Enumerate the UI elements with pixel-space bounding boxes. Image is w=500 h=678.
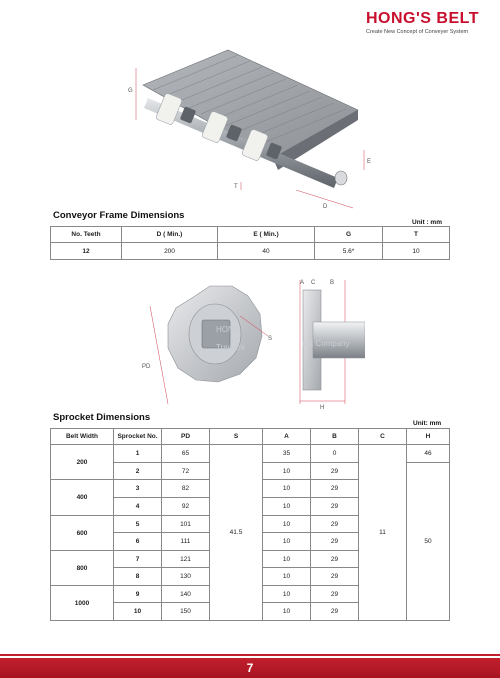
cell-pd: 111 bbox=[162, 533, 210, 551]
cell-belt-width: 400 bbox=[51, 480, 114, 516]
cell-belt-width: 1000 bbox=[51, 586, 114, 621]
dim-label-s: S bbox=[268, 336, 273, 342]
sprocket-dimensions-table bbox=[50, 428, 450, 621]
table-header-row bbox=[51, 227, 450, 243]
header-pd: PD bbox=[162, 429, 210, 445]
cell-sprocket-no: 1 bbox=[114, 445, 162, 463]
footer-divider bbox=[0, 654, 500, 656]
page-number: 7 bbox=[246, 661, 254, 675]
header-t: T bbox=[383, 227, 450, 243]
header-e-min: E ( Min.) bbox=[218, 227, 315, 243]
header-d-min: D ( Min.) bbox=[122, 227, 218, 243]
cell-pd: 140 bbox=[162, 586, 210, 603]
cell-b: 29 bbox=[311, 516, 359, 533]
dim-label-g: G bbox=[128, 88, 133, 94]
brand-logo bbox=[366, 10, 484, 40]
header-c: C bbox=[359, 429, 407, 445]
cell-a: 35 bbox=[263, 445, 311, 463]
cell-a: 10 bbox=[263, 568, 311, 586]
sprocket-unit-label: Unit: mm bbox=[413, 420, 442, 427]
dim-label-d: D bbox=[323, 204, 328, 210]
cell-h: 46 bbox=[407, 445, 450, 463]
cell-pd: 92 bbox=[162, 498, 210, 516]
cell-b: 0 bbox=[311, 445, 359, 463]
header-s: S bbox=[210, 429, 263, 445]
logo-tagline: Create New Concept of Conveyer System bbox=[366, 29, 469, 35]
cell-sprocket-no: 10 bbox=[114, 603, 162, 621]
cell-sprocket-no: 5 bbox=[114, 516, 162, 533]
cell-sprocket-no: 3 bbox=[114, 480, 162, 498]
header-sprocket-no: Sprocket No. bbox=[114, 429, 162, 445]
cell-sprocket-no: 6 bbox=[114, 533, 162, 551]
dim-label-h: H bbox=[320, 405, 325, 411]
cell-pd: 130 bbox=[162, 568, 210, 586]
cell-b: 29 bbox=[311, 586, 359, 603]
cell-no-teeth: 12 bbox=[51, 243, 122, 260]
cell-pd: 72 bbox=[162, 463, 210, 480]
cell-pd: 82 bbox=[162, 480, 210, 498]
cell-a: 10 bbox=[263, 586, 311, 603]
table-header-row bbox=[51, 429, 450, 445]
watermark-left: HONG bbox=[216, 325, 240, 334]
dim-label-e: E bbox=[367, 159, 372, 165]
cell-c: 11 bbox=[359, 445, 407, 621]
cell-a: 10 bbox=[263, 463, 311, 480]
watermark-mid: Transmi bbox=[216, 343, 245, 352]
cell-s: 41.5 bbox=[210, 445, 263, 621]
cell-t: 10 bbox=[383, 243, 450, 260]
cell-b: 29 bbox=[311, 551, 359, 568]
dim-label-a: A bbox=[300, 280, 305, 286]
cell-belt-width: 600 bbox=[51, 516, 114, 551]
cell-belt-width: 800 bbox=[51, 551, 114, 586]
watermark-right: ent Company bbox=[302, 339, 350, 348]
cell-belt-width: 200 bbox=[51, 445, 114, 480]
frame-dimensions-table bbox=[50, 226, 450, 260]
conveyor-belt-illustration bbox=[118, 40, 388, 215]
logo-text: HONG'S BELT bbox=[366, 10, 480, 27]
frame-unit-label: Unit : mm bbox=[412, 219, 442, 226]
cell-b: 29 bbox=[311, 498, 359, 516]
cell-g: 5.6* bbox=[315, 243, 383, 260]
cell-h: 50 bbox=[407, 463, 450, 621]
cell-a: 10 bbox=[263, 603, 311, 621]
dim-label-pd: PD bbox=[142, 364, 151, 370]
header-b: B bbox=[311, 429, 359, 445]
header-no-teeth: No. Teeth bbox=[51, 227, 122, 243]
cell-sprocket-no: 4 bbox=[114, 498, 162, 516]
header-g: G bbox=[315, 227, 383, 243]
table-row bbox=[51, 445, 450, 463]
cell-b: 29 bbox=[311, 463, 359, 480]
cell-pd: 121 bbox=[162, 551, 210, 568]
page-number-bar bbox=[0, 658, 500, 678]
cell-sprocket-no: 7 bbox=[114, 551, 162, 568]
cell-a: 10 bbox=[263, 480, 311, 498]
cell-sprocket-no: 9 bbox=[114, 586, 162, 603]
table-row bbox=[51, 243, 450, 260]
cell-a: 10 bbox=[263, 533, 311, 551]
cell-a: 10 bbox=[263, 516, 311, 533]
frame-section-title: Conveyor Frame Dimensions bbox=[53, 210, 185, 221]
dim-label-b: B bbox=[330, 280, 335, 286]
cell-e-min: 40 bbox=[218, 243, 315, 260]
cell-b: 29 bbox=[311, 568, 359, 586]
header-a: A bbox=[263, 429, 311, 445]
cell-a: 10 bbox=[263, 551, 311, 568]
header-h: H bbox=[407, 429, 450, 445]
cell-pd: 150 bbox=[162, 603, 210, 621]
cell-a: 10 bbox=[263, 498, 311, 516]
cell-sprocket-no: 8 bbox=[114, 568, 162, 586]
dim-label-c: C bbox=[311, 280, 316, 286]
cell-b: 29 bbox=[311, 533, 359, 551]
cell-pd: 65 bbox=[162, 445, 210, 463]
cell-sprocket-no: 2 bbox=[114, 463, 162, 480]
cell-b: 29 bbox=[311, 603, 359, 621]
sprocket-section-title: Sprocket Dimensions bbox=[53, 412, 151, 423]
header-belt-width: Belt Width bbox=[51, 429, 114, 445]
dim-label-t: T bbox=[234, 184, 238, 190]
cell-d-min: 200 bbox=[122, 243, 218, 260]
cell-b: 29 bbox=[311, 480, 359, 498]
cell-pd: 101 bbox=[162, 516, 210, 533]
sprocket-illustration bbox=[140, 276, 365, 411]
